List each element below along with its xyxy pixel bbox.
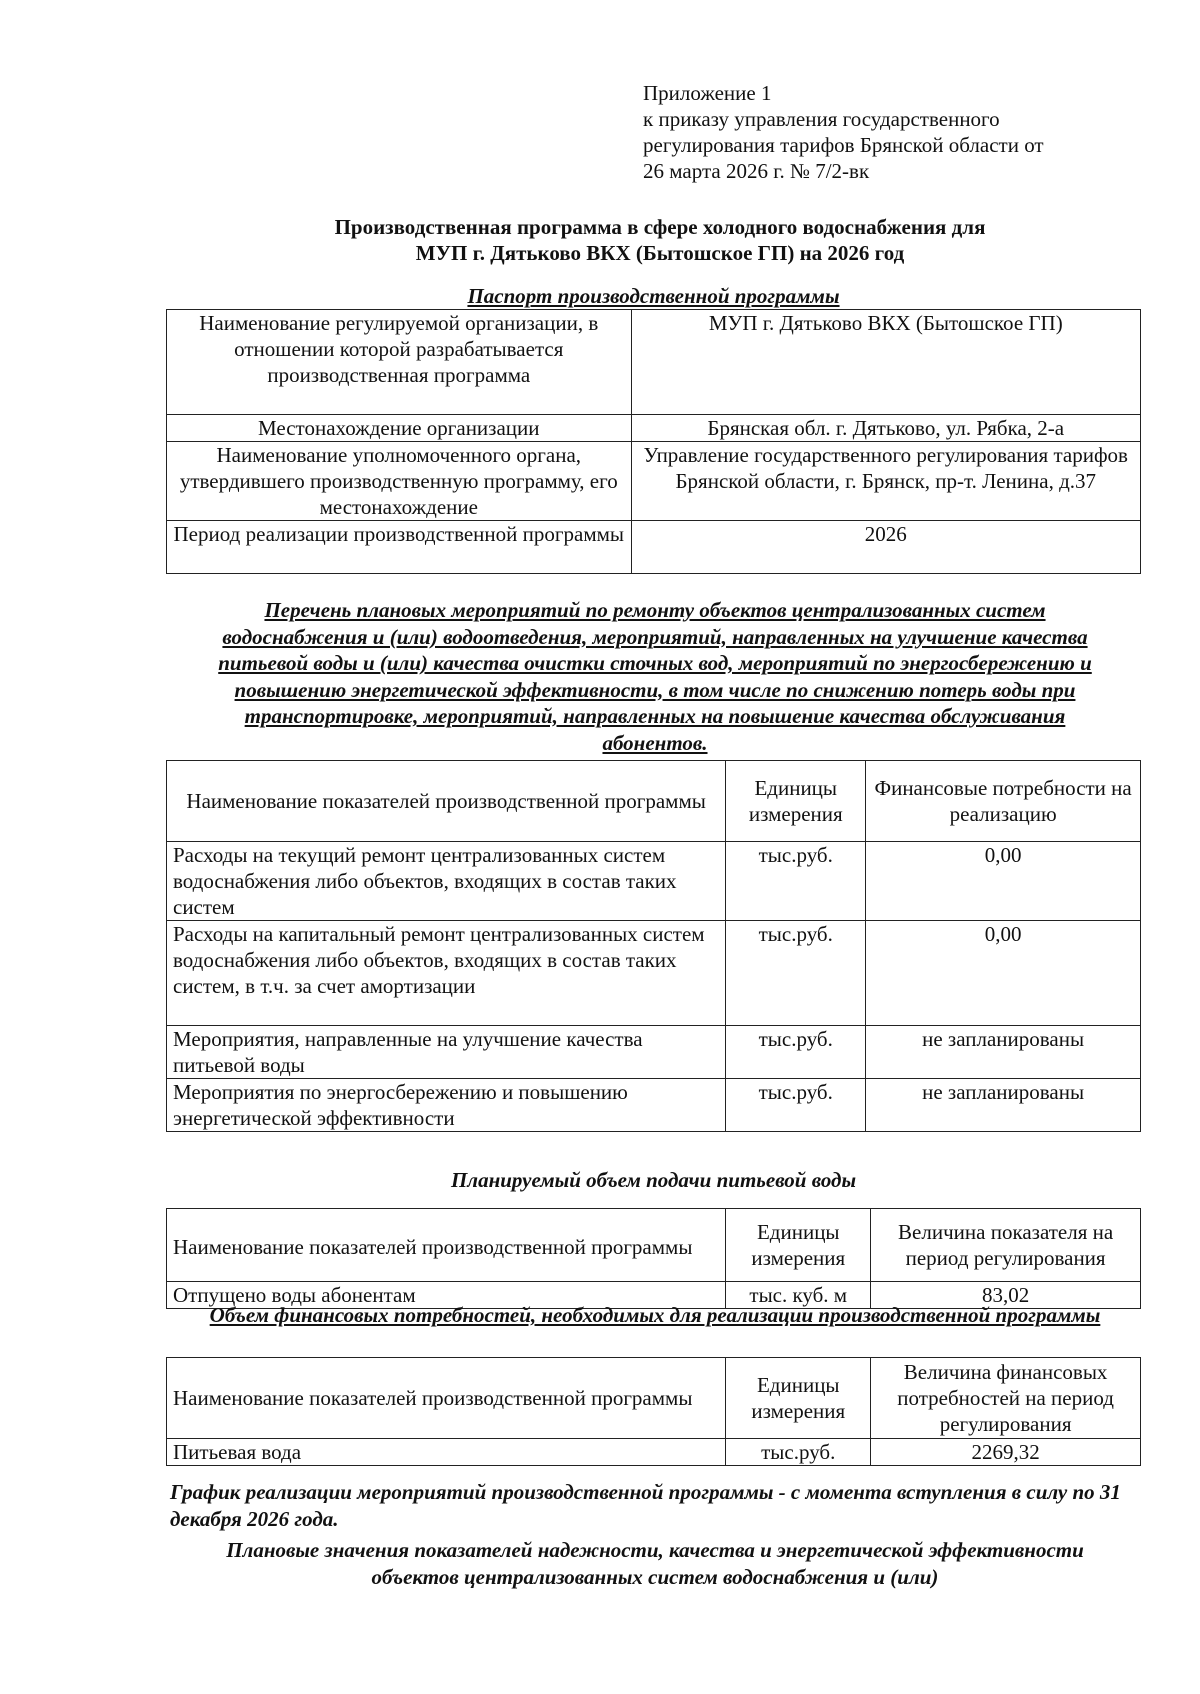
column-header: Величина финансовых потребностей на период регулирования (871, 1358, 1141, 1439)
table-row (167, 310, 1141, 415)
indicator-name: Расходы на капитальный ремонт централизованных систем водоснабжения либо объектов, входящих в состав таких систем, в т.ч. за счет амортизации (167, 921, 726, 1026)
passport-value: МУП г. Дятьково ВКХ (Бытошское ГП) (631, 310, 1140, 415)
unit-cell: тыс.руб. (726, 1079, 866, 1132)
column-header: Единицы измерения (726, 761, 866, 842)
indicator-name: Расходы на текущий ремонт централизованных систем водоснабжения либо объектов, входящих в состав таких систем (167, 842, 726, 921)
appendix-line: регулирования тарифов Брянской области от (643, 133, 1044, 157)
table-row (167, 1026, 1141, 1079)
finance-table (166, 1357, 1141, 1466)
value-cell: 83,02 (871, 1282, 1141, 1309)
table-row (167, 442, 1141, 521)
table-row (167, 1439, 1141, 1466)
unit-cell: тыс.руб. (726, 842, 866, 921)
value-cell: 0,00 (866, 842, 1141, 921)
value-cell: 0,00 (866, 921, 1141, 1026)
indicators-caption: Плановые значения показателей надежности, качества и энергетической эффективности объектов централизованных систем водоснабжения и (или) (226, 1538, 1084, 1589)
passport-label: Период реализации производственной программы (167, 521, 632, 574)
column-header: Наименование показателей производственной программы (167, 1358, 726, 1439)
unit-cell: тыс.руб. (726, 921, 866, 1026)
table-row (167, 921, 1141, 1026)
passport-label: Наименование уполномоченного органа, утвердившего производственную программу, его местонахождение (167, 442, 632, 521)
unit-cell: тыс.руб. (726, 1026, 866, 1079)
volume-table (166, 1208, 1141, 1309)
title-line: МУП г. Дятьково ВКХ (Бытошское ГП) на 2026 год (415, 241, 905, 265)
table-row (167, 415, 1141, 442)
appendix-line: 26 марта 2026 г. № 7/2-вк (643, 159, 870, 183)
passport-label: Наименование регулируемой организации, в отношении которой разрабатывается производственная программа (167, 310, 632, 415)
indicator-name: Отпущено воды абонентам (167, 1282, 726, 1309)
indicator-name: Питьевая вода (167, 1439, 726, 1466)
table-row (167, 1079, 1141, 1132)
value-cell: не запланированы (866, 1026, 1141, 1079)
table-header-row (167, 1358, 1141, 1439)
passport-caption: Паспорт производственной программы (467, 284, 840, 308)
schedule-statement: График реализации мероприятий производственной программы - с момента вступления в силу по 31 декабря 2026 года. (170, 1480, 1121, 1531)
value-cell: не запланированы (866, 1079, 1141, 1132)
table-header-row (167, 1209, 1141, 1282)
passport-value: 2026 (631, 521, 1140, 574)
column-header: Единицы измерения (726, 1358, 871, 1439)
table-header-row (167, 761, 1141, 842)
appendix-line: к приказу управления государственного (643, 107, 1000, 131)
unit-cell: тыс. куб. м (726, 1282, 871, 1309)
table-row (167, 842, 1141, 921)
column-header: Единицы измерения (726, 1209, 871, 1282)
column-header: Наименование показателей производственной программы (167, 1209, 726, 1282)
indicator-name: Мероприятия, направленные на улучшение качества питьевой воды (167, 1026, 726, 1079)
passport-label: Местонахождение организации (167, 415, 632, 442)
document-title (160, 214, 1160, 266)
passport-table (166, 309, 1141, 574)
measures-table (166, 760, 1141, 1132)
unit-cell: тыс.руб. (726, 1439, 871, 1466)
finance-caption: Объем финансовых потребностей, необходимых для реализации производственной программы (209, 1303, 1101, 1327)
passport-value: Управление государственного регулирования тарифов Брянской области, г. Брянск, пр-т. Ленина, д.37 (631, 442, 1140, 521)
table-row (167, 521, 1141, 574)
value-cell: 2269,32 (871, 1439, 1141, 1466)
appendix-header (643, 80, 1123, 184)
title-line: Производственная программа в сфере холодного водоснабжения для (334, 215, 986, 239)
passport-value: Брянская обл. г. Дятьково, ул. Рябка, 2-а (631, 415, 1140, 442)
column-header: Наименование показателей производственной программы (167, 761, 726, 842)
measures-caption: Перечень плановых мероприятий по ремонту объектов централизованных систем водоснабжения и (или) водоотведения, мероприятий, направленных на улучшение качества питьевой воды и (или) качества очистки сточных вод, мероприятий по энергосбережению и повышению энергетической эффективности, в том числе по снижению потерь воды при транспортировке, мероприятий, направленных на повышение качества обслуживания абонентов. (218, 598, 1092, 755)
volume-caption: Планируемый объем подачи питьевой воды (450, 1168, 857, 1192)
appendix-line: Приложение 1 (643, 81, 772, 105)
indicator-name: Мероприятия по энергосбережению и повышению энергетической эффективности (167, 1079, 726, 1132)
column-header: Величина показателя на период регулирования (871, 1209, 1141, 1282)
column-header: Финансовые потребности на реализацию (866, 761, 1141, 842)
